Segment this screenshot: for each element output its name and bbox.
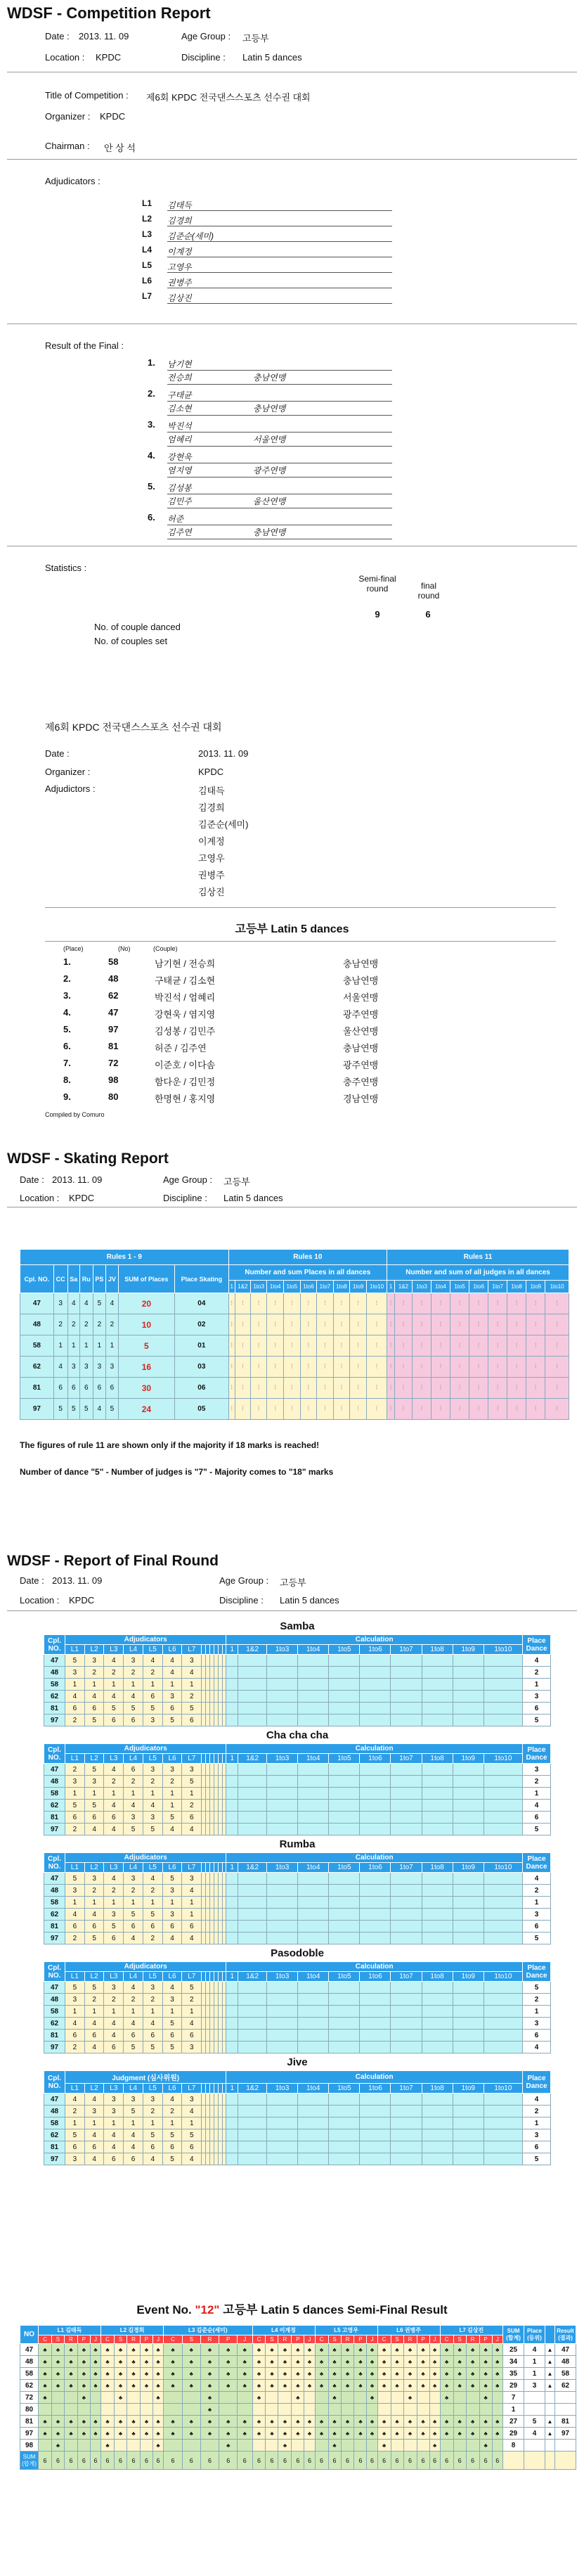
- result-partner-b: 김주연: [167, 527, 192, 537]
- skating-row: 81 6 6 6 6 6 30 06 ⁝ ⁝ ⁝ ⁝ ⁝ ⁝ ⁝ ⁝ ⁝ ⁝ ⁝ ⁝ ⁝ ⁝ ⁝ ⁝ ⁝ ⁝ ⁝ ⁝: [20, 1378, 569, 1399]
- summary-result-list: [63, 956, 485, 1108]
- dance-row: 97 2 5 6 6 3 5 6 5: [44, 1715, 551, 1726]
- col-place: (Place): [63, 945, 84, 952]
- result-place: 3.: [148, 419, 155, 430]
- age-label: Age Group :: [219, 1575, 269, 1586]
- adjudicators-label: Adjudicators :: [45, 176, 100, 186]
- result-partner-b: 염지영: [167, 466, 192, 475]
- adjudicator-name: 김태득: [167, 200, 192, 210]
- adjudicator-code: L5: [142, 260, 153, 270]
- date-value: 2013. 11. 09: [79, 31, 129, 41]
- summary-club: 충주연맹: [343, 1077, 379, 1087]
- result-place: 6.: [148, 512, 155, 523]
- semi-final-header: Semi-final round: [358, 574, 396, 594]
- summary-number: 97: [108, 1024, 119, 1034]
- summary-adjudicator-list: [198, 783, 248, 902]
- organizer-value: KPDC: [100, 111, 126, 122]
- summary-row: [63, 990, 485, 1007]
- summary-row: [63, 1007, 485, 1024]
- summary-adjudicators-label: Adjudictors :: [45, 783, 96, 794]
- semi-final-title: Event No. "12" 고등부 Latin 5 dances Semi-Final Result: [136, 2303, 448, 2317]
- adjudicator-code: L6: [142, 276, 153, 286]
- final-count: 6: [425, 609, 431, 620]
- date-value: 2013. 11. 09: [52, 1575, 103, 1586]
- chairman-value: 안 상 석: [104, 143, 136, 153]
- discipline-value: Latin 5 dances: [223, 1193, 283, 1203]
- summary-adjudicator: 김상진: [198, 887, 225, 897]
- semi-row: 47 ♣ ♣ ♣ ♣ ♣ ♣ ♣ ♣ ♣ ♣ ♣ ♣ ♣ ♣ ♣ ♣ ♣ ♣ ♣ ♣ ♣ ♣ ♣ ♣ ♣ ♣ ♣ ♣ ♣ ♣ ♣ ♣ ♣ ♣ ♣ 25 4 ▲ 47: [20, 2344, 576, 2356]
- result-partner-a: 박진석: [167, 421, 192, 431]
- adjudicator-name: 권병주: [167, 278, 192, 288]
- semi-final-count: 9: [375, 609, 380, 620]
- summary-place: 5.: [63, 1024, 71, 1034]
- summary-date-label: Date :: [45, 748, 70, 759]
- col-couple: (Couple): [153, 945, 178, 952]
- summary-couple: 박진석 / 엄혜리: [155, 992, 216, 1003]
- adjudicator-row: [142, 242, 392, 257]
- dance-row: 58 1 1 1 1 1 1 1 1: [44, 1897, 551, 1909]
- summary-number: 47: [108, 1007, 119, 1018]
- summary-couple: 허준 / 김주연: [155, 1043, 207, 1053]
- result-club: 광주연맹: [253, 466, 286, 475]
- summary-club: 충남연맹: [343, 975, 379, 986]
- summary-club: 서울연맹: [343, 992, 379, 1003]
- result-partner-b: 엄혜리: [167, 435, 192, 444]
- compiled-by: Compiled by Comuro: [45, 1111, 105, 1118]
- dance-table: Cpl. NO. Adjudicators Calculation Place Dance L1 L2 L3 L4 L5 L6 L7 1 1&2 1to3 1to4 1to5 1to6 1to7 1to8 1to9 1to10 47 5 3 4 3 4 5 3 4 48 3 2 2 2 2 3 4 2 58 1 1 1 1 1 1 1 1 62 4 4 3 5 5 3 1 3 81 6 6 5 6 6 6 6 6 97 2 5 6 4 2 4 4 5: [44, 1852, 551, 1944]
- result-place: 5.: [148, 481, 155, 492]
- location-label: Location :: [45, 52, 85, 63]
- result-row: [148, 480, 392, 511]
- result-club: 충남연맹: [253, 527, 286, 537]
- date-label: Date :: [45, 31, 70, 41]
- final-round-header: final round: [417, 581, 440, 601]
- summary-organizer: KPDC: [198, 767, 224, 777]
- dance-row: 47 4 4 3 3 3 4 3 4: [44, 2094, 551, 2106]
- summary-place: 3.: [63, 990, 71, 1001]
- dance-row: 48 2 3 3 5 2 2 4 2: [44, 2106, 551, 2117]
- summary-club: 경남연맹: [343, 1094, 379, 1104]
- adjudicator-name: 김경희: [167, 216, 192, 226]
- date-value: 2013. 11. 09: [52, 1174, 103, 1185]
- skating-row: 62 4 3 3 3 3 16 03 ⁝ ⁝ ⁝ ⁝ ⁝ ⁝ ⁝ ⁝ ⁝ ⁝ ⁝ ⁝ ⁝ ⁝ ⁝ ⁝ ⁝ ⁝ ⁝ ⁝: [20, 1357, 569, 1378]
- result-club: 서울연맹: [253, 435, 286, 444]
- summary-adjudicator: 김태득: [198, 786, 225, 796]
- dance-row: 81 6 6 5 5 5 6 5 6: [44, 1703, 551, 1715]
- summary-place: 7.: [63, 1058, 71, 1068]
- result-place: 1.: [148, 357, 155, 368]
- dance-row: 47 5 3 4 3 4 5 3 4: [44, 1873, 551, 1885]
- dance-row: 48 3 3 2 2 2 2 5 2: [44, 1776, 551, 1788]
- skating-row: 58 1 1 1 1 1 5 01 ⁝ ⁝ ⁝ ⁝ ⁝ ⁝ ⁝ ⁝ ⁝ ⁝ ⁝ ⁝ ⁝ ⁝ ⁝ ⁝ ⁝ ⁝ ⁝ ⁝: [20, 1335, 569, 1357]
- summary-row: [63, 1041, 485, 1058]
- summary-club: 충남연맹: [343, 1043, 379, 1053]
- location-label: Location :: [20, 1595, 60, 1606]
- semi-row: 81 ♣ ♣ ♣ ♣ ♣ ♣ ♣ ♣ ♣ ♣ ♣ ♣ ♣ ♣ ♣ ♣ ♣ ♣ ♣ ♣ ♣ ♣ ♣ ♣ ♣ ♣ ♣ ♣ ♣ ♣ ♣ ♣ ♣ ♣ ♣ 27 5 ▲ 81: [20, 2416, 576, 2428]
- summary-club: 광주연맹: [343, 1060, 379, 1070]
- age-value: 고등부: [242, 33, 269, 44]
- adjudicator-name: 이계정: [167, 247, 192, 257]
- semi-grid: NO L1 김태득 L2 김경희 L3 김준순(세미) L4 이계정 L5 고영우 L6 권병주 L7 김상진 SUM (합계) Place (등위) Result (결과) C S R P J C S R P J C S R P J C S R P J C S R P J C S R P J C S R P J 47 ♣ ♣ ♣ ♣ ♣ ♣ ♣ ♣ ♣ ♣ ♣ ♣ ♣ ♣ ♣ ♣ ♣ ♣ ♣ ♣ ♣ ♣ ♣ ♣ ♣ ♣ ♣ ♣ ♣ ♣ ♣ ♣ ♣ ♣ ♣ 25 4 ▲ 47 48 ♣ ♣ ♣ ♣ ♣ ♣ ♣ ♣ ♣ ♣ ♣ ♣ ♣ ♣ ♣ ♣ ♣ ♣ ♣ ♣ ♣ ♣ ♣ ♣ ♣ ♣ ♣ ♣ ♣ ♣ ♣ ♣ ♣ ♣ ♣ 34 1 ▲ 48 58 ♣ ♣ ♣ ♣ ♣ ♣ ♣ ♣ ♣ ♣ ♣ ♣ ♣ ♣ ♣ ♣ ♣ ♣ ♣ ♣ ♣ ♣ ♣ ♣ ♣ ♣ ♣ ♣ ♣ ♣ ♣ ♣ ♣ ♣ ♣ 35 1 ▲ 58 62 ♣ ♣ ♣ ♣ ♣ ♣ ♣ ♣ ♣ ♣ ♣ ♣ ♣ ♣ ♣ ♣ ♣ ♣ ♣ ♣ ♣ ♣ ♣ ♣ ♣ ♣ ♣ ♣ ♣ ♣ ♣ ♣ ♣ ♣ ♣ 29 3 ▲ 62 72 ♣ ♣ ♣ ♣ ♣ ♣ ♣ ♣ ♣ ♣ ♣ ♣ 7 80 ♣ 1 81 ♣ ♣ ♣ ♣ ♣ ♣ ♣ ♣ ♣ ♣ ♣ ♣ ♣ ♣ ♣ ♣ ♣ ♣ ♣ ♣ ♣ ♣ ♣ ♣ ♣ ♣ ♣ ♣ ♣ ♣ ♣ ♣ ♣ ♣ ♣ 27 5 ▲ 81 97 ♣ ♣ ♣ ♣ ♣ ♣ ♣ ♣ ♣ ♣ ♣ ♣ ♣ ♣ ♣ ♣ ♣ ♣ ♣ ♣ ♣ ♣ ♣ ♣ ♣ ♣ ♣ ♣ ♣ ♣ ♣ ♣ ♣ ♣ ♣ 29 4 ▲ 97 98 ♣ ♣ ♣ ♣ ♣ ♣ ♣ ♣ ♣ 8 SUM (합계) 6 6 6 6 6 6 6 6 6 6 6 6 6 6 6 6 6 6 6 6 6 6 6 6 6 6 6 6 6 6 6 6 6 6 6: [20, 2325, 576, 2470]
- adjudicator-code: L2: [142, 214, 153, 224]
- result-partner-a: 허준: [167, 514, 184, 524]
- location-value: KPDC: [69, 1595, 95, 1606]
- summary-couple: 구태균 / 김소현: [155, 975, 216, 986]
- result-row: [148, 387, 392, 418]
- discipline-label: Discipline :: [163, 1193, 207, 1203]
- dance-row: 97 2 4 6 5 5 5 3 4: [44, 2042, 551, 2053]
- summary-club: 충남연맹: [343, 959, 379, 969]
- result-partner-b: 전승희: [167, 373, 192, 383]
- summary-date: 2013. 11. 09: [198, 748, 249, 759]
- summary-organizer-label: Organizer :: [45, 767, 91, 777]
- dance-table: Cpl. NO. Adjudicators Calculation Place Dance L1 L2 L3 L4 L5 L6 L7 1 1&2 1to3 1to4 1to5 1to6 1to7 1to8 1to9 1to10 47 2 5 4 6 3 3 3 3 48 3 3 2 2 2 2 5 2 58 1 1 1 1 1 1 1 1 62 5 5 4 4 4 1 2 4 81 6 6 6 3 3 5 6 6 97 2 4 4 5 5 4 4 5: [44, 1743, 551, 1835]
- adjudicator-name: 김준순(세미): [167, 231, 214, 241]
- competition-report-title: WDSF - Competition Report: [7, 4, 211, 22]
- dance-table: Cpl. NO. Judgment (심사위원) Calculation Place Dance L1 L2 L3 L4 L5 L6 L7 1 1&2 1to3 1to4 1to5 1to6 1to7 1to8 1to9 1to10 47 4 4 3 3 3 4 3 4 48 2 3 3 5 2 2 4 2 58 1 1 1 1 1 1 1 1 62 5 4 4 4 5 5 5 3 81 6 6 4 4 6 6 6 6 97 3 4 6 6 4 5 4 5: [44, 2070, 551, 2165]
- dance-row: 97 3 4 6 6 4 5 4 5: [44, 2153, 551, 2165]
- skating-row: 48 2 2 2 2 2 10 02 ⁝ ⁝ ⁝ ⁝ ⁝ ⁝ ⁝ ⁝ ⁝ ⁝ ⁝ ⁝ ⁝ ⁝ ⁝ ⁝ ⁝ ⁝ ⁝ ⁝: [20, 1314, 569, 1335]
- summary-adjudicator: 고영우: [198, 853, 225, 864]
- summary-row: [63, 1091, 485, 1108]
- summary-number: 48: [108, 973, 119, 984]
- skating-report-title: WDSF - Skating Report: [7, 1151, 169, 1167]
- dance-row: 47 2 5 4 6 3 3 3 3: [44, 1764, 551, 1776]
- result-place: 2.: [148, 388, 155, 399]
- summary-heading: 고등부 Latin 5 dances: [235, 923, 349, 935]
- discipline-value: Latin 5 dances: [280, 1595, 339, 1606]
- majority-note: Number of dance "5" - Number of judges is "7" - Majority comes to "18" marks: [20, 1467, 334, 1477]
- result-partner-b: 김민주: [167, 496, 192, 506]
- adjudicator-code: L3: [142, 229, 153, 239]
- dance-row: 62 4 4 4 4 6 3 2 3: [44, 1691, 551, 1703]
- col-no: (No): [118, 945, 131, 952]
- age-label: Age Group :: [181, 31, 231, 41]
- adjudicator-name: 김상진: [167, 293, 192, 303]
- summary-number: 62: [108, 990, 119, 1001]
- adjudicator-code: L7: [142, 291, 153, 301]
- couples-danced-label: No. of couple danced: [94, 622, 181, 632]
- dance-row: 62 4 4 4 4 4 5 4 3: [44, 2018, 551, 2030]
- result-partner-a: 김성봉: [167, 483, 192, 493]
- semi-row: 62 ♣ ♣ ♣ ♣ ♣ ♣ ♣ ♣ ♣ ♣ ♣ ♣ ♣ ♣ ♣ ♣ ♣ ♣ ♣ ♣ ♣ ♣ ♣ ♣ ♣ ♣ ♣ ♣ ♣ ♣ ♣ ♣ ♣ ♣ ♣ 29 3 ▲ 62: [20, 2380, 576, 2392]
- result-club: 충남연맹: [253, 404, 286, 414]
- discipline-value: Latin 5 dances: [242, 52, 302, 63]
- summary-place: 1.: [63, 956, 71, 967]
- summary-number: 81: [108, 1041, 119, 1051]
- skating-table: [20, 1249, 569, 1420]
- result-partner-b: 김소현: [167, 404, 192, 414]
- summary-club: 울산연맹: [343, 1026, 379, 1037]
- adjudicator-row: [142, 288, 392, 304]
- summary-place: 6.: [63, 1041, 71, 1051]
- location-value: KPDC: [69, 1193, 95, 1203]
- dance-table: Cpl. NO. Adjudicators Calculation Place Dance L1 L2 L3 L4 L5 L6 L7 1 1&2 1to3 1to4 1to5 1to6 1to7 1to8 1to9 1to10 47 5 3 4 3 4 4 3 4 48 3 2 2 2 2 4 4 2 58 1 1 1 1 1 1 1 1 62 4 4 4 4 6 3 2 3 81 6 6 5 5 5 6 5 6 97 2 5 6 6 3 5 6 5: [44, 1634, 551, 1726]
- age-value: 고등부: [280, 1577, 306, 1588]
- divider: [45, 941, 556, 942]
- chairman-label: Chairman :: [45, 141, 90, 151]
- divider: [7, 323, 577, 324]
- summary-row: [63, 1024, 485, 1041]
- dance-row: 81 6 6 4 4 6 6 6 6: [44, 2141, 551, 2153]
- dance-row: 47 5 3 4 3 4 4 3 4: [44, 1655, 551, 1667]
- age-value: 고등부: [223, 1177, 250, 1187]
- summary-adjudicator: 김준순(세미): [198, 819, 249, 830]
- dance-table: Cpl. NO. Adjudicators Calculation Place Dance L1 L2 L3 L4 L5 L6 L7 1 1&2 1to3 1to4 1to5 1to6 1to7 1to8 1to9 1to10 47 5 5 3 4 3 4 5 5 48 3 2 2 2 2 3 2 2 58 1 1 1 1 1 1 1 1 62 4 4 4 4 4 5 4 3 81 6 6 4 6 6 6 6 6 97 2 4 6 5 5 5 3 4: [44, 1961, 551, 2053]
- semi-row: 58 ♣ ♣ ♣ ♣ ♣ ♣ ♣ ♣ ♣ ♣ ♣ ♣ ♣ ♣ ♣ ♣ ♣ ♣ ♣ ♣ ♣ ♣ ♣ ♣ ♣ ♣ ♣ ♣ ♣ ♣ ♣ ♣ ♣ ♣ ♣ 35 1 ▲ 58: [20, 2368, 576, 2380]
- statistics-label: Statistics :: [45, 563, 87, 573]
- dance-row: 97 2 4 4 5 5 4 4 5: [44, 1824, 551, 1835]
- summary-number: 80: [108, 1091, 119, 1102]
- summary-row: [63, 1075, 485, 1091]
- summary-couple: 한명현 / 홍지영: [155, 1094, 216, 1104]
- dance-row: 58 1 1 1 1 1 1 1 1: [44, 2117, 551, 2129]
- dance-title: Rumba: [279, 1838, 316, 1850]
- organizer-label: Organizer :: [45, 111, 91, 122]
- dance-row: 97 2 5 6 4 2 4 4 5: [44, 1933, 551, 1944]
- result-row: [148, 356, 392, 387]
- result-partner-a: 구태균: [167, 390, 192, 400]
- semi-row: 72 ♣ ♣ ♣ ♣ ♣ ♣ ♣ ♣ ♣ ♣ ♣ ♣ 7: [20, 2392, 576, 2404]
- semi-row: 97 ♣ ♣ ♣ ♣ ♣ ♣ ♣ ♣ ♣ ♣ ♣ ♣ ♣ ♣ ♣ ♣ ♣ ♣ ♣ ♣ ♣ ♣ ♣ ♣ ♣ ♣ ♣ ♣ ♣ ♣ ♣ ♣ ♣ ♣ ♣ 29 4 ▲ 97: [20, 2428, 576, 2440]
- semi-sum-row: SUM (합계) 6 6 6 6 6 6 6 6 6 6 6 6 6 6 6 6 6 6 6 6 6 6 6 6 6 6 6 6 6 6 6 6 6 6 6: [20, 2452, 576, 2470]
- adjudicator-row: [142, 196, 392, 211]
- dance-row: 58 1 1 1 1 1 1 1 1: [44, 1788, 551, 1800]
- final-result-list: [148, 356, 392, 542]
- divider: [7, 159, 577, 160]
- semi-row: 98 ♣ ♣ ♣ ♣ ♣ ♣ ♣ ♣ ♣ 8: [20, 2440, 576, 2452]
- dance-title: Pasodoble: [271, 1947, 324, 1959]
- semi-row: 80 ♣ 1: [20, 2404, 576, 2416]
- result-row: [148, 449, 392, 480]
- result-place: 4.: [148, 450, 155, 461]
- result-row: [148, 511, 392, 542]
- dance-row: 81 6 6 4 6 6 6 6 6: [44, 2030, 551, 2042]
- summary-couple: 이준호 / 이다솜: [155, 1060, 216, 1070]
- divider: [45, 907, 556, 908]
- final-round-title: WDSF - Report of Final Round: [7, 1553, 219, 1569]
- summary-number: 58: [108, 956, 119, 967]
- summary-place: 2.: [63, 973, 71, 984]
- rule11-note: The figures of rule 11 are shown only if the majority if 18 marks is reached!: [20, 1440, 320, 1450]
- summary-couple: 강현욱 / 염지영: [155, 1009, 216, 1020]
- adjudicator-row: [142, 273, 392, 288]
- final-round-tables: [44, 1617, 551, 2165]
- date-label: Date :: [20, 1174, 44, 1185]
- adjudicator-code: L4: [142, 245, 153, 255]
- summary-number: 72: [108, 1058, 119, 1068]
- adjudicator-row: [142, 226, 392, 242]
- summary-row: [63, 1058, 485, 1075]
- adjudicator-row: [142, 211, 392, 226]
- summary-place: 9.: [63, 1091, 71, 1102]
- dance-title: Jive: [287, 2056, 308, 2068]
- dance-row: 48 3 2 2 2 2 3 4 2: [44, 1885, 551, 1897]
- location-value: KPDC: [96, 52, 122, 63]
- couples-set-label: No. of couples set: [94, 636, 168, 646]
- dance-title: Cha cha cha: [266, 1729, 329, 1741]
- summary-adjudicator: 권병주: [198, 870, 225, 880]
- summary-number: 98: [108, 1075, 119, 1085]
- summary-couple: 김성봉 / 김민주: [155, 1026, 216, 1037]
- summary-couple: 남기현 / 전승희: [155, 959, 216, 969]
- semi-row: 48 ♣ ♣ ♣ ♣ ♣ ♣ ♣ ♣ ♣ ♣ ♣ ♣ ♣ ♣ ♣ ♣ ♣ ♣ ♣ ♣ ♣ ♣ ♣ ♣ ♣ ♣ ♣ ♣ ♣ ♣ ♣ ♣ ♣ ♣ ♣ 34 1 ▲ 48: [20, 2356, 576, 2368]
- summary-row: [63, 956, 485, 973]
- result-partner-a: 남기현: [167, 359, 192, 369]
- summary-row: [63, 973, 485, 990]
- divider: [7, 1610, 577, 1611]
- dance-row: 62 4 4 3 5 5 3 1 3: [44, 1909, 551, 1921]
- adjudicator-code: L1: [142, 198, 153, 208]
- result-partner-a: 강현욱: [167, 452, 192, 462]
- skating-grid: Rules 1 - 9 Rules 10 Rules 11 Cpl. NO. CC Sa Ru PS JV SUM of Places Place Skating Number and sum Places in all dances Number and sum of all judges in all dances 1 1&2 1to3 1to4 1to5 1to6 1to7 1to8 1to9 1to10 1 1&2 1to3 1to4 1to5 1to6 1to7 1to8 1to9 1to10 47 3 4 4 5 4 20 04 ⁝ ⁝ ⁝ ⁝ ⁝ ⁝ ⁝ ⁝ ⁝ ⁝ ⁝ ⁝ ⁝ ⁝ ⁝ ⁝ ⁝ ⁝ ⁝ ⁝ 48 2 2 2 2 2 10 02 ⁝ ⁝ ⁝ ⁝ ⁝ ⁝ ⁝ ⁝ ⁝ ⁝ ⁝ ⁝ ⁝ ⁝ ⁝ ⁝ ⁝ ⁝ ⁝ ⁝ 58 1 1 1 1 1 5 01 ⁝ ⁝ ⁝ ⁝ ⁝ ⁝ ⁝ ⁝ ⁝ ⁝ ⁝ ⁝ ⁝ ⁝ ⁝ ⁝ ⁝ ⁝ ⁝ ⁝ 62 4 3 3 3 3 16 03 ⁝ ⁝ ⁝ ⁝ ⁝ ⁝ ⁝ ⁝ ⁝ ⁝ ⁝ ⁝ ⁝ ⁝ ⁝ ⁝ ⁝ ⁝ ⁝ ⁝ 81 6 6 6 6 6 30 06 ⁝ ⁝ ⁝ ⁝ ⁝ ⁝ ⁝ ⁝ ⁝ ⁝ ⁝ ⁝ ⁝ ⁝ ⁝ ⁝ ⁝ ⁝ ⁝ ⁝ 97 5 5 5 4 5 24 05 ⁝ ⁝ ⁝ ⁝ ⁝ ⁝ ⁝ ⁝ ⁝ ⁝ ⁝ ⁝ ⁝ ⁝ ⁝ ⁝ ⁝ ⁝ ⁝ ⁝: [20, 1249, 569, 1420]
- toc-label: Title of Competition :: [45, 90, 129, 101]
- dance-row: 62 5 5 4 4 4 1 2 4: [44, 1800, 551, 1812]
- dance-title: Samba: [280, 1620, 315, 1632]
- dance-row: 58 1 1 1 1 1 1 1 1: [44, 2006, 551, 2018]
- summary-place: 8.: [63, 1075, 71, 1085]
- summary-title: 제6회 KPDC 전국댄스스포츠 선수권 대회: [45, 722, 222, 733]
- dance-row: 48 3 2 2 2 2 4 4 2: [44, 1667, 551, 1679]
- summary-club: 광주연맹: [343, 1009, 379, 1020]
- dance-row: 81 6 6 5 6 6 6 6 6: [44, 1921, 551, 1933]
- adjudicator-row: [142, 257, 392, 273]
- dance-row: 62 5 4 4 4 5 5 5 3: [44, 2129, 551, 2141]
- summary-adjudicator: 이계정: [198, 836, 225, 847]
- skating-row: 97 5 5 5 4 5 24 05 ⁝ ⁝ ⁝ ⁝ ⁝ ⁝ ⁝ ⁝ ⁝ ⁝ ⁝ ⁝ ⁝ ⁝ ⁝ ⁝ ⁝ ⁝ ⁝ ⁝: [20, 1399, 569, 1420]
- result-row: [148, 418, 392, 449]
- date-label: Date :: [20, 1575, 44, 1586]
- location-label: Location :: [20, 1193, 60, 1203]
- dance-row: 47 5 5 3 4 3 4 5 5: [44, 1982, 551, 1994]
- summary-adjudicator: 김경희: [198, 802, 225, 813]
- summary-place: 4.: [63, 1007, 71, 1018]
- discipline-label: Discipline :: [219, 1595, 264, 1606]
- toc-value: 제6회 KPDC 전국댄스스포츠 선수권 대회: [146, 92, 311, 103]
- result-label: Result of the Final :: [45, 340, 124, 351]
- adjudicator-name: 고영우: [167, 262, 192, 272]
- summary-couple: 함다운 / 김민정: [155, 1077, 216, 1087]
- result-club: 울산연맹: [253, 496, 286, 506]
- dance-row: 58 1 1 1 1 1 1 1 1: [44, 1679, 551, 1691]
- adjudicator-list: [142, 196, 392, 304]
- skating-row: 47 3 4 4 5 4 20 04 ⁝ ⁝ ⁝ ⁝ ⁝ ⁝ ⁝ ⁝ ⁝ ⁝ ⁝ ⁝ ⁝ ⁝ ⁝ ⁝ ⁝ ⁝ ⁝ ⁝: [20, 1293, 569, 1314]
- dance-row: 48 3 2 2 2 2 3 2 2: [44, 1994, 551, 2006]
- semi-final-table: [20, 2325, 576, 2470]
- dance-row: 81 6 6 6 3 3 5 6 6: [44, 1812, 551, 1824]
- discipline-label: Discipline :: [181, 52, 226, 63]
- age-label: Age Group :: [163, 1174, 213, 1185]
- result-club: 충남연맹: [253, 373, 286, 383]
